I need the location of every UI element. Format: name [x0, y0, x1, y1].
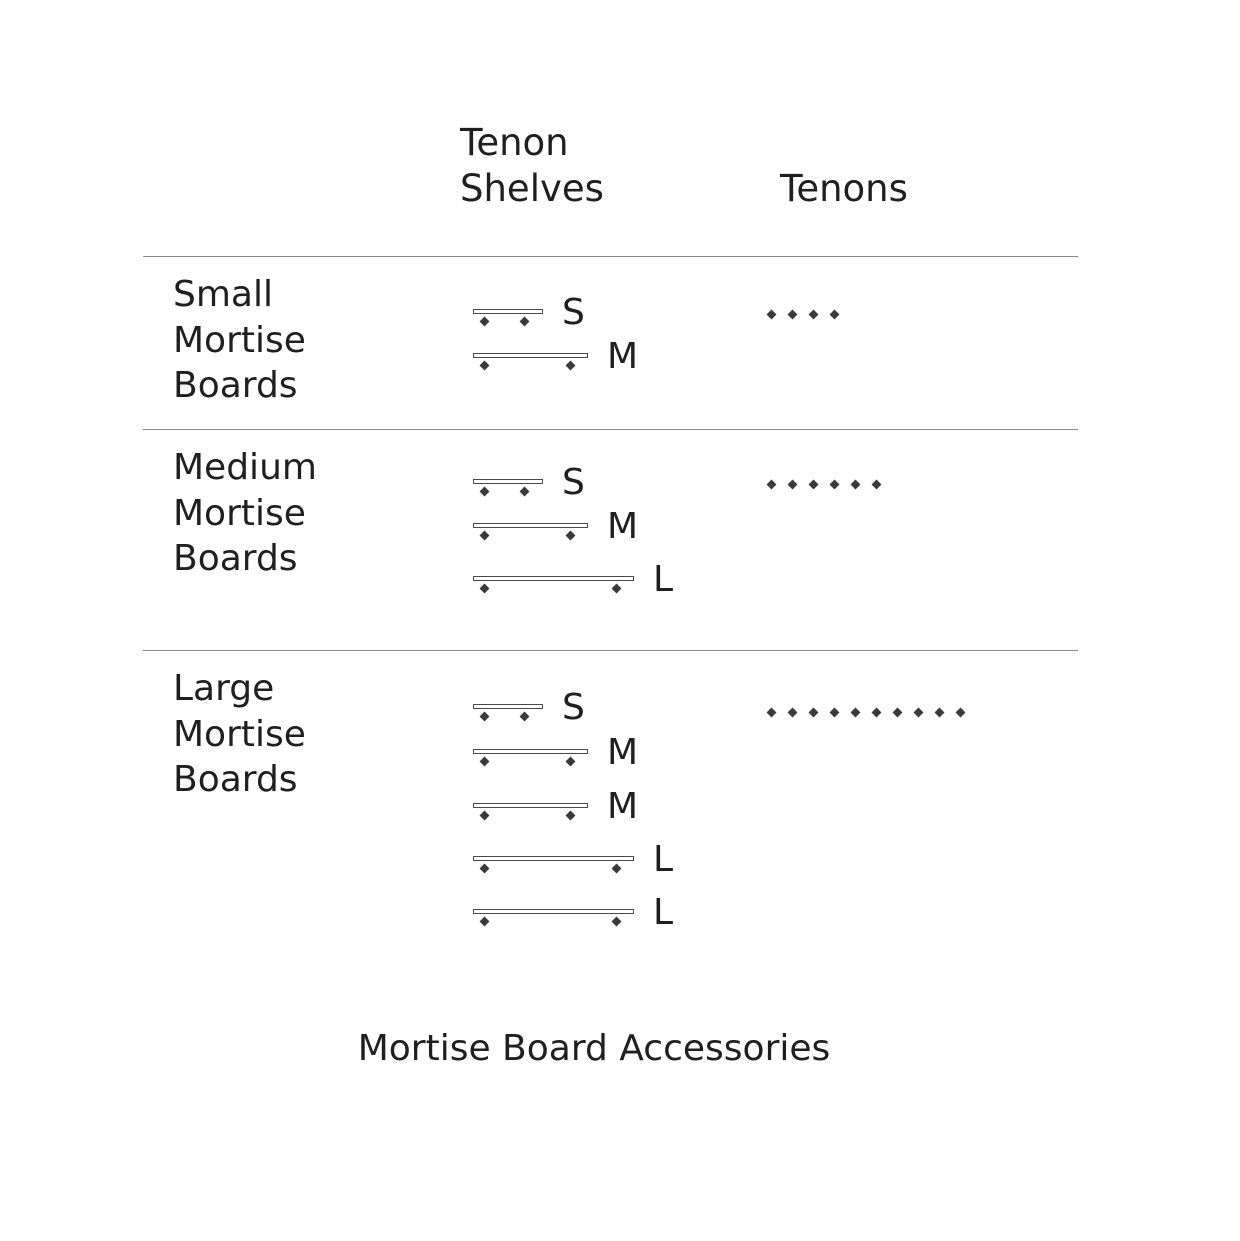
tenon-dot — [767, 310, 777, 320]
shelf-peg-0 — [480, 864, 490, 874]
tenon-dot — [935, 708, 945, 718]
shelf-peg-1 — [566, 531, 576, 541]
header-tenons: Tenons — [780, 167, 908, 210]
header-divider — [143, 256, 1078, 257]
row-divider-1 — [143, 429, 1078, 430]
row-label-medium-line-1: Medium — [173, 447, 317, 488]
shelf-size-label: M — [607, 732, 639, 773]
shelf-peg-0 — [480, 361, 490, 371]
tenon-dot — [914, 708, 924, 718]
tenon-dot — [851, 480, 861, 490]
shelf-board — [473, 309, 543, 314]
row-label-large-line-1: Large — [173, 668, 275, 709]
shelf-board — [473, 803, 588, 808]
shelf-size-label: S — [562, 292, 585, 333]
shelf-size-label: L — [653, 892, 674, 933]
shelf-board — [473, 479, 543, 484]
shelf-size-label: M — [607, 336, 639, 377]
tenon-dot — [872, 708, 882, 718]
shelf-peg-0 — [480, 317, 490, 327]
shelf-size-label: S — [562, 462, 585, 503]
shelf-peg-1 — [520, 317, 530, 327]
shelf-board — [473, 523, 588, 528]
header-tenon-shelves-line-1: Tenon — [460, 121, 569, 164]
shelf-peg-0 — [480, 531, 490, 541]
shelf-size-label: L — [653, 839, 674, 880]
tenon-dot — [809, 480, 819, 490]
tenon-dot — [830, 708, 840, 718]
shelf-peg-1 — [520, 487, 530, 497]
shelf-board — [473, 704, 543, 709]
row-label-medium — [173, 445, 317, 582]
shelf-peg-1 — [612, 917, 622, 927]
row-label-medium-line-3: Boards — [173, 538, 298, 579]
shelf-board — [473, 856, 634, 861]
diagram-caption: Mortise Board Accessories — [357, 1028, 831, 1069]
row-label-medium-line-2: Mortise — [173, 492, 306, 534]
tenon-dot — [830, 310, 840, 320]
header-tenon-shelves — [460, 120, 604, 212]
row-label-large-line-2: Mortise — [173, 713, 306, 755]
tenon-dot — [956, 708, 966, 718]
shelf-board — [473, 353, 588, 358]
shelf-peg-0 — [480, 917, 490, 927]
shelf-board — [473, 576, 634, 581]
shelf-peg-0 — [480, 811, 490, 821]
shelf-peg-1 — [612, 584, 622, 594]
shelf-peg-1 — [566, 361, 576, 371]
shelf-peg-1 — [566, 811, 576, 821]
tenon-dot — [809, 310, 819, 320]
shelf-peg-0 — [480, 487, 490, 497]
row-label-small-line-1: Small — [173, 274, 273, 315]
tenon-dot — [767, 708, 777, 718]
tenon-dot — [830, 480, 840, 490]
row-label-small-line-3: Boards — [173, 365, 298, 406]
tenon-dot — [767, 480, 777, 490]
tenon-dot — [872, 480, 882, 490]
row-divider-2 — [143, 650, 1078, 651]
shelf-size-label: L — [653, 559, 674, 600]
row-label-small — [173, 272, 306, 409]
row-label-large — [173, 666, 306, 803]
shelf-peg-1 — [566, 757, 576, 767]
shelf-peg-0 — [480, 712, 490, 722]
shelf-board — [473, 909, 634, 914]
shelf-size-label: M — [607, 786, 639, 827]
row-label-large-line-3: Boards — [173, 759, 298, 800]
tenon-dot — [851, 708, 861, 718]
shelf-board — [473, 749, 588, 754]
shelf-peg-0 — [480, 757, 490, 767]
shelf-peg-0 — [480, 584, 490, 594]
tenon-dot — [788, 708, 798, 718]
shelf-size-label: M — [607, 506, 639, 547]
tenon-dot — [893, 708, 903, 718]
tenon-dot — [788, 310, 798, 320]
shelf-peg-1 — [520, 712, 530, 722]
header-tenon-shelves-line-2: Shelves — [460, 167, 604, 210]
row-label-small-line-2: Mortise — [173, 319, 306, 361]
tenon-dot — [809, 708, 819, 718]
shelf-peg-1 — [612, 864, 622, 874]
tenon-dot — [788, 480, 798, 490]
shelf-size-label: S — [562, 687, 585, 728]
